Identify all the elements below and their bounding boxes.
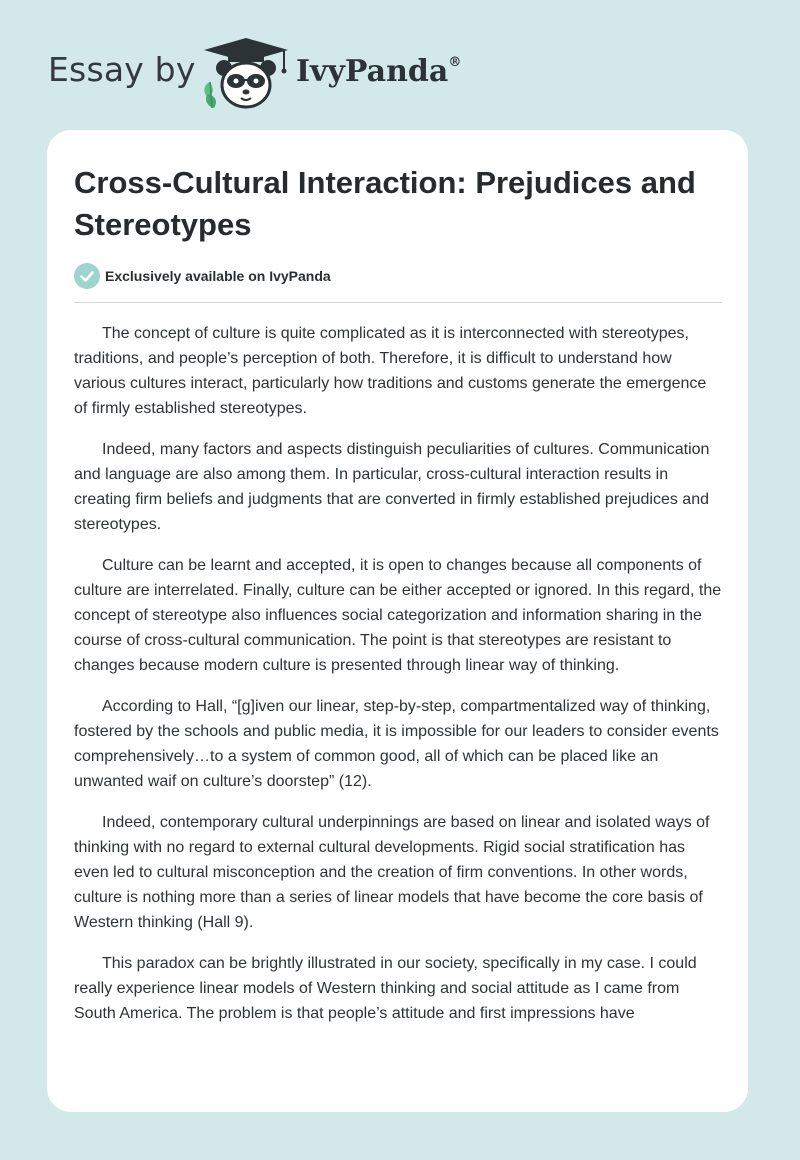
exclusive-badge [74, 263, 331, 289]
body-paragraph: Indeed, contemporary cultural underpinnings are based on linear and isolated ways of thinking with no regard to external cultural developments. Rigid social stratification has even led to cultural misconception and the creation of firm conventions. In other words, culture is nothing more than a series of linear models that have become the core basis of Western thinking (Hall 9). [74, 814, 710, 931]
essay-card [47, 130, 748, 1112]
body-paragraph: This paradox can be brightly illustrated in our society, specifically in my case. I could really experience linear models of Western thinking and social attitude as I came from South America. The problem is that people’s attitude and first impressions have [74, 955, 697, 1022]
body-paragraph: The concept of culture is quite complicated as it is interconnected with stereotypes, traditions, and people’s perception of both. Therefore, it is difficult to understand how various cultures interact, particularly how traditions and customs generate the emergence of firmly established stereotypes. [74, 325, 707, 417]
brand-label: IvyPanda [296, 54, 449, 89]
panda-logo-icon [200, 36, 292, 110]
registered-mark: ® [448, 55, 462, 70]
checkmark-icon [74, 263, 100, 289]
essay-by-label: Essay by [48, 50, 196, 89]
body-paragraph: Indeed, many factors and aspects distinguish peculiarities of cultures. Communication and language are also among them. In particular, cross-cultural interaction results in creating firm beliefs and judgments that are converted in firmly established prejudices and stereotypes. [74, 441, 710, 533]
essay-body [74, 321, 724, 1081]
body-paragraph: According to Hall, “[g]iven our linear, step-by-step, compartmentalized way of thinking, fostered by the schools and public media, it is impossible for our leaders to consider events comprehensively…to a system of common good, all of which can be placed like an unwanted waif on culture’s doorstep” (12). [74, 698, 719, 790]
brand-name[interactable] [296, 54, 461, 89]
title-divider [74, 302, 722, 303]
body-paragraph: Culture can be learnt and accepted, it is open to changes because all components of culture are interrelated. Finally, culture can be either accepted or ignored. In this regard, the concept of stereotype also influences social categorization and information sharing in the course of cross-cultural communication. The point is that stereotypes are resistant to changes because modern culture is presented through linear way of thinking. [74, 557, 722, 674]
site-header [0, 0, 800, 130]
exclusive-badge-label: Exclusively available on IvyPanda [105, 268, 331, 284]
essay-title: Cross-Cultural Interaction: Prejudices and Stereotypes [74, 165, 696, 242]
